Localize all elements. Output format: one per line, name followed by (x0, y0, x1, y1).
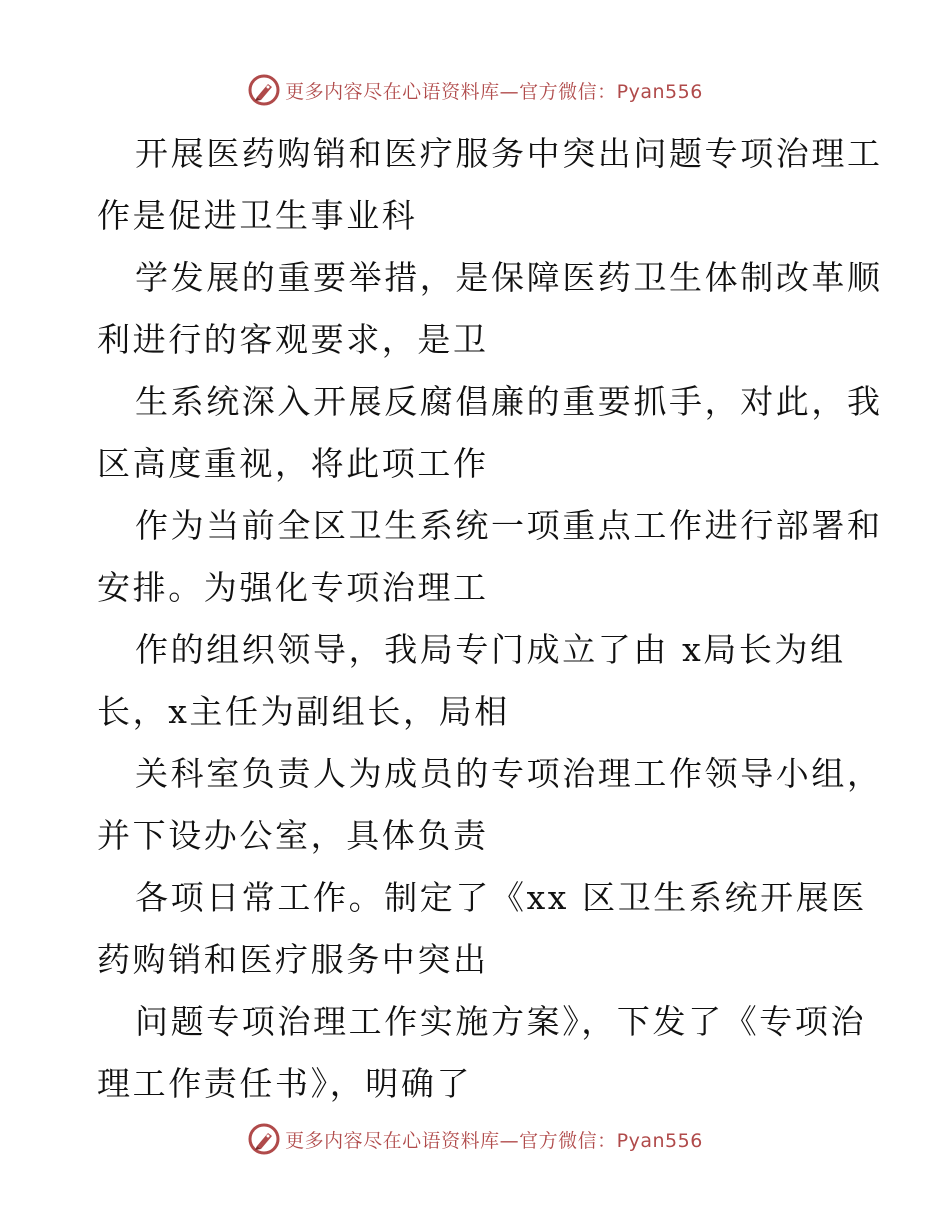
document-body (97, 123, 883, 1115)
paragraph-4 (97, 495, 883, 619)
paragraph-2 (97, 247, 883, 371)
text-line: 各项日常工作。制定了《xx 区卫生系统开展医 (135, 878, 867, 917)
text-line: 学发展的重要举措，是保障医药卫生体制改革顺 (135, 258, 883, 297)
paragraph-3 (97, 371, 883, 495)
header-watermark-banner (0, 70, 950, 110)
header-banner-text: 更多内容尽在心语资料库—官方微信：Pyan556 (285, 80, 703, 103)
text-line: 区高度重视，将此项工作 (97, 444, 489, 483)
footer-watermark-banner (0, 1119, 950, 1159)
text-line: 生系统深入开展反腐倡廉的重要抓手，对此，我 (135, 382, 883, 421)
paragraph-1 (97, 123, 883, 247)
text-line: 药购销和医疗服务中突出 (97, 940, 489, 979)
text-line: 关科室负责人为成员的专项治理工作领导小组， (135, 754, 883, 793)
text-line: 问题专项治理工作实施方案》，下发了《专项治 (135, 1002, 867, 1041)
text-line: 利进行的客观要求，是卫 (97, 320, 489, 359)
text-line: 作的组织领导，我局专门成立了由 x局长为组 (135, 630, 846, 669)
paragraph-7 (97, 867, 867, 991)
text-line: 开展医药购销和医疗服务中突出问题专项治理工 (135, 134, 883, 173)
paragraph-5 (97, 619, 857, 743)
text-line: 作是促进卫生事业科 (97, 196, 418, 235)
footer-banner-text: 更多内容尽在心语资料库—官方微信：Pyan556 (285, 1129, 703, 1152)
pen-nib-circle-icon (247, 73, 281, 107)
paragraph-6 (97, 743, 883, 867)
text-line: 长，x主任为副组长，局相 (97, 692, 510, 731)
paragraph-8 (97, 991, 867, 1115)
text-line: 作为当前全区卫生系统一项重点工作进行部署和 (135, 506, 883, 545)
pen-nib-circle-icon (247, 1122, 281, 1156)
text-line: 并下设办公室，具体负责 (97, 816, 489, 855)
text-line: 安排。为强化专项治理工 (97, 568, 489, 607)
text-line: 理工作责任书》，明确了 (97, 1064, 473, 1103)
